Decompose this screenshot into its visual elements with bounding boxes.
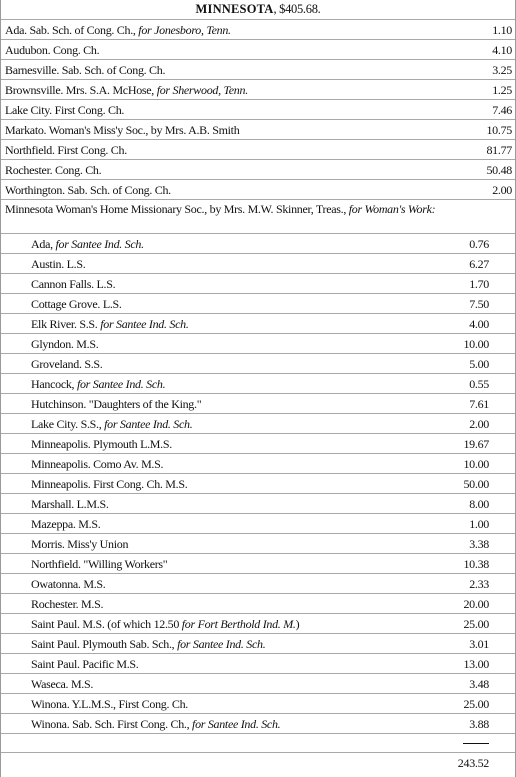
society-item-row — [1, 273, 515, 294]
entry-text: Minneapolis. Plymouth L.M.S. — [31, 437, 172, 451]
entry-text: Glyndon. M.S. — [31, 337, 99, 351]
entry-amount: 8.00 — [469, 497, 489, 511]
society-item-row — [1, 473, 515, 494]
entry-text: Markato. Woman's Miss'y Soc., by Mrs. A.B. Smith — [5, 123, 240, 137]
society-item-row — [1, 433, 515, 454]
society-item-row — [1, 313, 515, 334]
entry-text: Ada. Sab. Sch. of Cong. Ch., for Jonesboro, Tenn. — [5, 23, 231, 37]
contribution-row — [1, 159, 515, 180]
italic-note: for Santee Ind. Sch. — [55, 237, 144, 251]
entry-amount: 0.55 — [469, 377, 489, 391]
entry-text: Saint Paul. Plymouth Sab. Sch., for Santee Ind. Sch. — [31, 637, 266, 651]
entry-amount: 2.00 — [469, 417, 489, 431]
entry-amount: 3.88 — [469, 717, 489, 731]
entry-text: Hancock, for Santee Ind. Sch. — [31, 377, 166, 391]
entry-amount: 4.00 — [469, 317, 489, 331]
entry-text: Elk River. S.S. for Santee Ind. Sch. — [31, 317, 189, 331]
contribution-row — [1, 39, 515, 60]
society-item-row — [1, 633, 515, 654]
entry-amount: 10.00 — [463, 457, 489, 471]
entry-amount: 50.00 — [463, 477, 489, 491]
entry-text: Saint Paul. M.S. (of which 12.50 for Fort Berthold Ind. M.) — [31, 617, 300, 631]
entry-amount: 0.76 — [469, 237, 489, 251]
entry-amount: 3.38 — [469, 537, 489, 551]
contribution-row — [1, 79, 515, 100]
entry-text: Austin. L.S. — [31, 257, 86, 271]
society-item-row — [1, 393, 515, 414]
contribution-row — [1, 19, 515, 40]
entry-text: Barnesville. Sab. Sch. of Cong. Ch. — [5, 63, 166, 77]
entry-amount: 13.00 — [463, 657, 489, 671]
entry-text: Winona. Sab. Sch. First Cong. Ch., for Santee Ind. Sch. — [31, 717, 281, 731]
society-item-row — [1, 453, 515, 474]
society-item-row — [1, 293, 515, 314]
entry-text: Waseca. M.S. — [31, 677, 94, 691]
italic-note: for Santee Ind. Sch. — [104, 417, 193, 431]
society-item-row — [1, 233, 515, 254]
italic-note: for Woman's Work: — [348, 202, 436, 216]
entry-amount: 19.67 — [463, 437, 489, 451]
entry-text: Lake City. S.S., for Santee Ind. Sch. — [31, 417, 193, 431]
entry-text: Cottage Grove. L.S. — [31, 297, 122, 311]
entry-text: Northfield. "Willing Workers" — [31, 557, 168, 571]
entry-text: Morris. Miss'y Union — [31, 537, 129, 551]
entry-amount: 7.50 — [469, 297, 489, 311]
sum-rule — [463, 743, 489, 744]
society-item-row — [1, 653, 515, 674]
entry-amount: 1.10 — [492, 23, 512, 37]
entry-text: Minnesota Woman's Home Missionary Soc., by Mrs. M.W. Skinner, Treas., for Woman's Work: — [5, 202, 436, 216]
entry-amount: 81.77 — [486, 143, 512, 157]
entry-amount: 3.25 — [492, 63, 512, 77]
entry-amount: 5.00 — [469, 357, 489, 371]
entry-text: Owatonna. M.S. — [31, 577, 106, 591]
society-item-row — [1, 373, 515, 394]
entry-text: Groveland. S.S. — [31, 357, 103, 371]
contribution-row — [1, 179, 515, 200]
entry-text: Audubon. Cong. Ch. — [5, 43, 100, 57]
entry-amount: 1.25 — [492, 83, 512, 97]
state-name: MINNESOTA — [195, 2, 274, 16]
entry-amount: 4.10 — [492, 43, 512, 57]
entry-amount: 20.00 — [463, 597, 489, 611]
society-row — [1, 199, 515, 234]
entry-text: Rochester. M.S. — [31, 597, 104, 611]
entry-text: Hutchinson. "Daughters of the King." — [31, 397, 202, 411]
entry-text: Northfield. First Cong. Ch. — [5, 143, 127, 157]
entry-text: Winona. Y.L.M.S., First Cong. Ch. — [31, 697, 188, 711]
state-total: , $405.68. — [273, 2, 321, 16]
contribution-row — [1, 119, 515, 140]
italic-note: for Santee Ind. Sch. — [192, 717, 281, 731]
state-heading — [1, 0, 515, 19]
society-item-row — [1, 413, 515, 434]
entry-text: Ada, for Santee Ind. Sch. — [31, 237, 144, 251]
entry-amount: 3.01 — [469, 637, 489, 651]
entry-text: Worthington. Sab. Sch. of Cong. Ch. — [5, 183, 171, 197]
entry-text: Rochester. Cong. Ch. — [5, 163, 102, 177]
entry-amount: 10.38 — [463, 557, 489, 571]
entry-text: Lake City. First Cong. Ch. — [5, 103, 125, 117]
society-item-row — [1, 693, 515, 714]
entry-amount: 2.33 — [469, 577, 489, 591]
sum-rule-row — [1, 733, 515, 753]
society-item-row — [1, 713, 515, 734]
society-item-row — [1, 673, 515, 694]
entry-amount: 25.00 — [463, 617, 489, 631]
contribution-row — [1, 59, 515, 80]
society-item-row — [1, 353, 515, 374]
society-item-row — [1, 493, 515, 514]
society-item-row — [1, 533, 515, 554]
italic-note: for Sherwood, Tenn. — [156, 83, 248, 97]
entry-text: Minneapolis. Como Av. M.S. — [31, 457, 164, 471]
entry-text: Minneapolis. First Cong. Ch. M.S. — [31, 477, 188, 491]
italic-note: for Santee Ind. Sch. — [100, 317, 189, 331]
entry-amount: 50.48 — [486, 163, 512, 177]
society-item-row — [1, 573, 515, 594]
society-item-row — [1, 593, 515, 614]
subtotal-amount: 243.52 — [457, 756, 489, 770]
italic-note: for Jonesboro, Tenn. — [138, 23, 231, 37]
subtotal-row — [1, 752, 515, 773]
society-item-row — [1, 513, 515, 534]
entry-amount: 6.27 — [469, 257, 489, 271]
entry-amount: 1.00 — [469, 517, 489, 531]
entry-amount: 3.48 — [469, 677, 489, 691]
society-item-row — [1, 613, 515, 634]
entry-amount: 10.00 — [463, 337, 489, 351]
entry-amount: 10.75 — [486, 123, 512, 137]
entry-text: Saint Paul. Pacific M.S. — [31, 657, 139, 671]
entry-amount: 2.00 — [492, 183, 512, 197]
entry-amount: 25.00 — [463, 697, 489, 711]
entry-amount: 7.61 — [469, 397, 489, 411]
society-item-row — [1, 333, 515, 354]
entry-text: Marshall. L.M.S. — [31, 497, 109, 511]
contribution-row — [1, 139, 515, 160]
italic-note: for Santee Ind. Sch. — [177, 637, 266, 651]
entry-text: Brownsville. Mrs. S.A. McHose, for Sherwood, Tenn. — [5, 83, 248, 97]
italic-note: for Santee Ind. Sch. — [76, 377, 166, 391]
entry-amount: 7.46 — [492, 103, 512, 117]
entry-text: Cannon Falls. L.S. — [31, 277, 116, 291]
society-item-row — [1, 553, 515, 574]
contribution-row — [1, 99, 515, 120]
entry-amount: 1.70 — [469, 277, 489, 291]
society-item-row — [1, 253, 515, 274]
italic-note: for Fort Berthold Ind. M. — [181, 617, 296, 631]
entry-text: Mazeppa. M.S. — [31, 517, 101, 531]
